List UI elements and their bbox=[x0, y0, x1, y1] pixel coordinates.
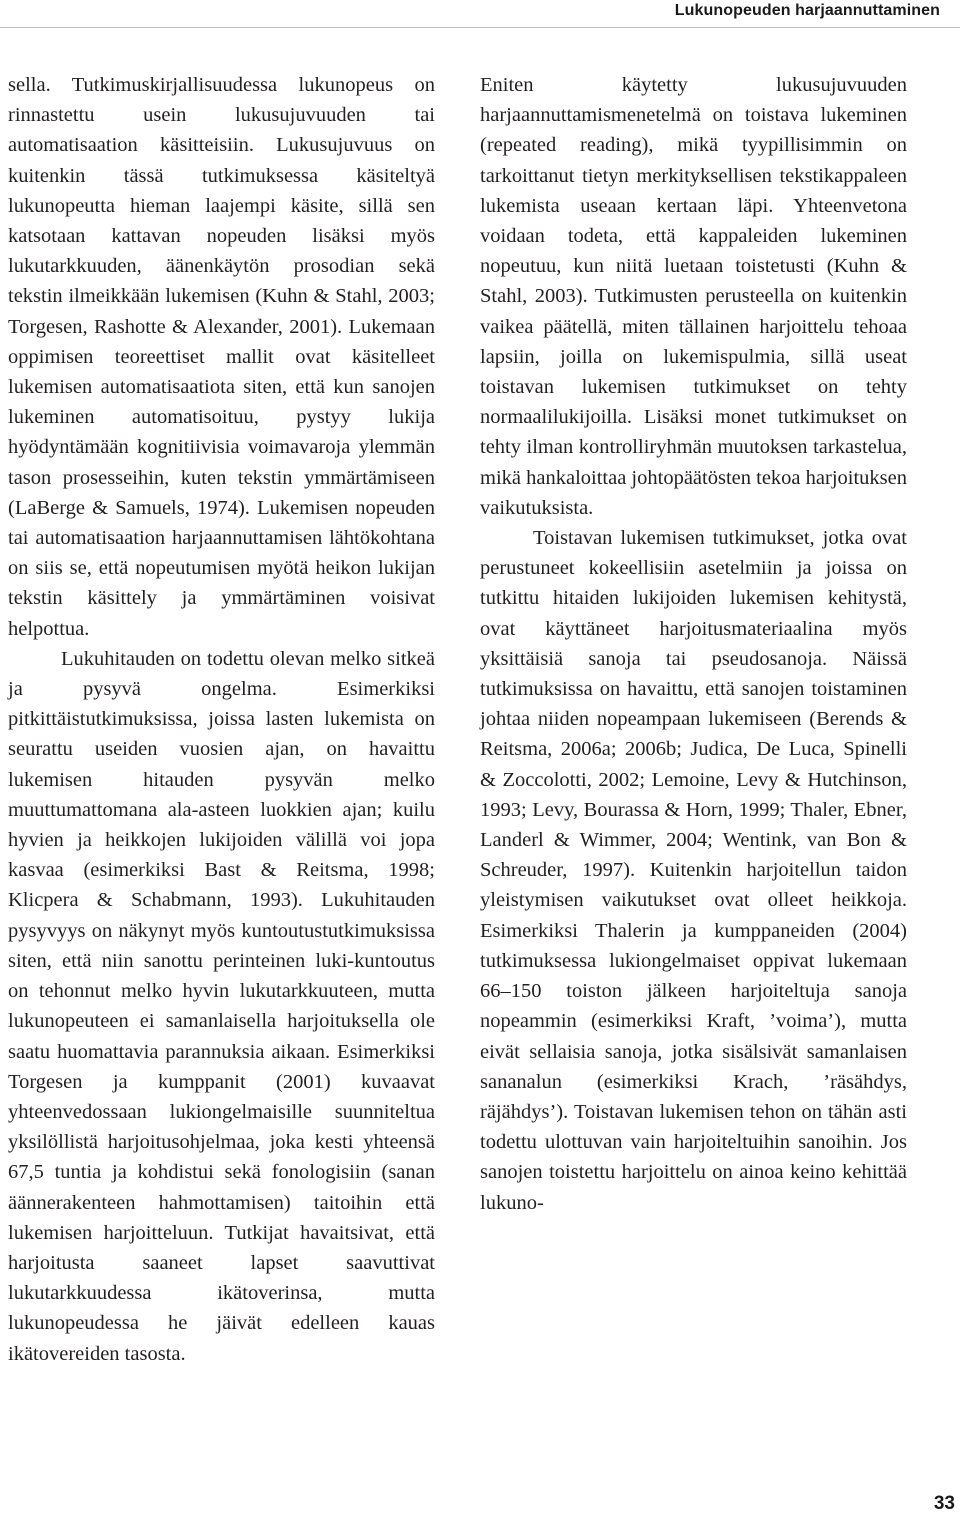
left-column bbox=[8, 70, 435, 1369]
body-paragraph: Lukuhitauden on todettu olevan melko sitkeä ja pysyvä ongelma. Esimerkiksi pitkittäistutkimuksissa, joissa lasten lukemista on seurattu useiden vuosien ajan, on havaittu lukemisen hitauden pysyvän melko muuttumattomana ala-asteen luokkien ajan; kuilu hyvien ja heikkojen lukijoiden välillä voi jopa kasvaa (esimerkiksi Bast & Reitsma, 1998; Klicpera & Schabmann, 1993). Lukuhitauden pysyvyys on näkynyt myös kuntoutustutkimuksissa siten, että niin sanottu perinteinen luki-kuntoutus on tehonnut melko hyvin lukutarkkuuteen, mutta lukunopeuteen ei samanlaisella harjoituksella ole saatu huomattavia parannuksia aikaan. Esimerkiksi Torgesen ja kumppanit (2001) kuvaavat yhteenvedossaan lukiongelmaisille suunniteltua yksilöllistä harjoitusohjelmaa, joka kesti yhteensä 67,5 tuntia ja kohdistui sekä fonologisiin (sanan äännerakenteen hahmottamisen) taitoihin että lukemisen harjoitteluun. Tutkijat havaitsivat, että harjoitusta saaneet lapset saavuttivat lukutarkkuudessa ikätoverinsa, mutta lukunopeudessa he jäivät edelleen kauas ikätovereiden tasosta. bbox=[8, 647, 435, 1365]
running-header: Lukunopeuden harjaannuttaminen bbox=[674, 2, 940, 19]
body-paragraph: Toistavan lukemisen tutkimukset, jotka ovat perustuneet kokeellisiin asetelmiin ja joissa on tutkittu hitaiden lukijoiden lukemisen kehitystä, ovat käyttäneet harjoitusmateriaalina myös yksittäisiä sanoja tai pseudosanoja. Näissä tutkimuksissa on havaittu, että sanojen toistaminen johtaa niiden nopeampaan lukemiseen (Berends & Reitsma, 2006a; 2006b; Judica, De Luca, Spinelli & Zoccolotti, 2002; Lemoine, Levy & Hutchinson, 1993; Levy, Bourassa & Horn, 1999; Thaler, Ebner, Landerl & Wimmer, 2004; Wentink, van Bon & Schreuder, 1997). Kuitenkin harjoitellun taidon yleistymisen vaikutukset ovat olleet heikkoja. Esimerkiksi Thalerin ja kumppaneiden (2004) tutkimuksessa lukiongelmaiset oppivat lukemaan 66–150 toiston jälkeen harjoiteltuja sanoja nopeammin (esimerkiksi Kraft, ’voima’), mutta eivät sellaisia sanoja, jotka sisälsivät samanlaisen sananalun (esimerkiksi Krach, ’räsähdys, räjähdys’). Toistavan lukemisen tehon on tähän asti todettu ulottuvan vain harjoiteltuihin sanoihin. Jos sanojen toistettu harjoittelu on ainoa keino kehittää lukuno- bbox=[480, 527, 907, 1214]
header-divider bbox=[0, 27, 960, 28]
right-column bbox=[480, 70, 907, 1218]
body-paragraph: sella. Tutkimuskirjallisuudessa lukunopeus on rinnastettu usein lukusujuvuuden tai automatisaation käsitteisiin. Lukusujuvuus on kuitenkin tässä tutkimuksessa käsiteltyä lukunopeutta hieman laajempi käsite, sillä sen katsotaan kattavan nopeuden lisäksi myös lukutarkkuuden, äänenkäytön prosodian sekä tekstin ilmeikkään lukemisen (Kuhn & Stahl, 2003; Torgesen, Rashotte & Alexander, 2001). Lukemaan oppimisen teoreettiset mallit ovat käsitelleet lukemisen automatisaatiota siten, että kun sanojen lukeminen automatisoituu, pystyy lukija hyödyntämään kognitiivisia voimavaroja ylemmän tason prosesseihin, kuten tekstin ymmärtämiseen (LaBerge & Samuels, 1974). Lukemisen nopeuden tai automatisaation harjaannuttamisen lähtökohtana on siis se, että nopeutumisen myötä heikon lukijan tekstin käsittely ja ymmärtäminen voisivat helpottua. bbox=[8, 74, 435, 640]
body-paragraph: Eniten käytetty lukusujuvuuden harjaannuttamismenetelmä on toistava lukeminen (repeated reading), mikä tyypillisimmin on tarkoittanut tietyn merkityksellisen tekstikappaleen lukemista useaan kertaan läpi. Yhteenvetona voidaan todeta, että kappaleiden lukeminen nopeutuu, kun niitä luetaan toistetusti (Kuhn & Stahl, 2003). Tutkimusten perusteella on kuitenkin vaikea päätellä, miten tällainen harjoittelu tehoaa lapsiin, joilla on lukemispulmia, sillä useat toistavan lukemisen tutkimukset on tehty normaalilukijoilla. Lisäksi monet tutkimukset on tehty ilman kontrolliryhmän muutoksen tarkastelua, mikä hankaloittaa johtopäätösten tekoa harjoituksen vaikutuksista. bbox=[480, 74, 907, 519]
page-number: 33 bbox=[933, 1493, 955, 1514]
